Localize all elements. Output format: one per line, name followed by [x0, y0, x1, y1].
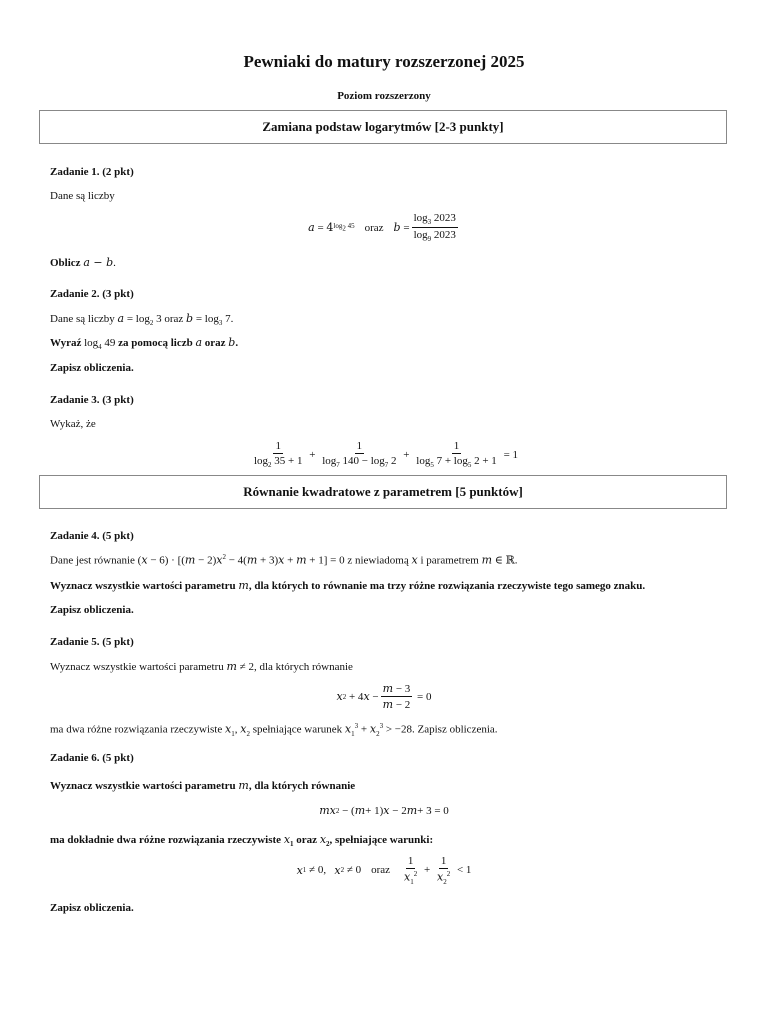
task-3-formula: $\frac{1}{\log_2 35 + 1}$ + $\frac{1}{\log_7 140 - \log_7 2}$ + $\frac{1}{\log_5 7 + \log_5 2 + 1}$ = 1: [253, 440, 519, 470]
task-2-heading: Zadanie 2. (3 pkt): [50, 288, 134, 300]
task-3-heading: Zadanie 3. (3 pkt): [50, 394, 134, 406]
section-label: Równanie kwadratowe z parametrem [5 punktów]: [243, 484, 523, 499]
section-label: Zamiana podstaw logarytmów [2-3 punkty]: [262, 119, 504, 134]
task-5-intro: Wyznacz wszystkie wartości parametru m ≠ 2, dla których równanie: [50, 660, 353, 673]
task-6-formula: mx 2 − ( m + 1) x − 2 m + 3 = 0: [319, 804, 449, 817]
task-4-question: Wyznacz wszystkie wartości parametru m, dla których to równanie ma trzy różne rozwiązania rzeczywiste tego samego znaku.: [50, 579, 646, 592]
task-4-calc-note: Zapisz obliczenia.: [50, 604, 134, 616]
task-5-formula: x 2 + 4 x − $\frac{m - 3}{m - 2}$ = 0: [336, 682, 432, 711]
task-6-condition: ma dokładnie dwa różne rozwiązania rzeczywiste $x_1$ oraz $x_2$, spełniające warunki:: [50, 833, 434, 849]
task-1-formula: a = 4 $\log_2 45$ oraz b = $\frac{\log_3 2023}{\log_9 2023}$: [308, 212, 456, 244]
task-6-conditions-formula: x 1 ≠ 0, x 2 ≠ 0 oraz $\frac{1}{x_1^2}$ + $\frac{1}{x_2^2}$ < 1: [296, 855, 472, 886]
task-2-intro: Dane są liczby $a = \log_2 3$ oraz $b = \log_3 7$.: [50, 312, 234, 328]
task-2-question: Wyraź $\log_4 49$ za pomocą liczb a oraz b.: [50, 336, 239, 352]
section-header-quadratic: [39, 475, 727, 509]
task-1-heading: Zadanie 1. (2 pkt): [50, 166, 134, 178]
task-5-heading: Zadanie 5. (5 pkt): [50, 636, 134, 648]
task-5-condition: ma dwa różne rozwiązania rzeczywiste $x_1$, $x_2$ spełniające warunek $x_1^3 + x_2^3 > -28$. Zapisz obliczenia.: [50, 722, 498, 738]
task-6-heading: Zadanie 6. (5 pkt): [50, 752, 134, 764]
task-1-fraction: $\frac{\log_3 2023}{\log_9 2023}$: [413, 212, 456, 244]
section-header-logarithms: [39, 110, 727, 144]
task-2-calc-note: Zapisz obliczenia.: [50, 362, 134, 374]
task-4-heading: Zadanie 4. (5 pkt): [50, 530, 134, 542]
task-3-intro: Wykaż, że: [50, 418, 96, 430]
task-1-intro: Dane są liczby: [50, 190, 115, 202]
page-subtitle: Poziom rozszerzony: [337, 90, 431, 102]
task-4-intro: Dane jest równanie $(x - 6) \cdot [(m - 2)x^2 - 4(m + 3)x + m + 1] = 0$ z niewiadomą x i parametrem m ∈ ℝ.: [50, 553, 518, 567]
task-6-calc-note: Zapisz obliczenia.: [50, 902, 134, 914]
task-6-intro: Wyznacz wszystkie wartości parametru m, dla których równanie: [50, 779, 356, 792]
task-1-question: Oblicz a − b.: [50, 256, 116, 269]
page-title: Pewniaki do matury rozszerzonej 2025: [243, 52, 525, 71]
task-1-oraz: oraz: [364, 221, 384, 234]
